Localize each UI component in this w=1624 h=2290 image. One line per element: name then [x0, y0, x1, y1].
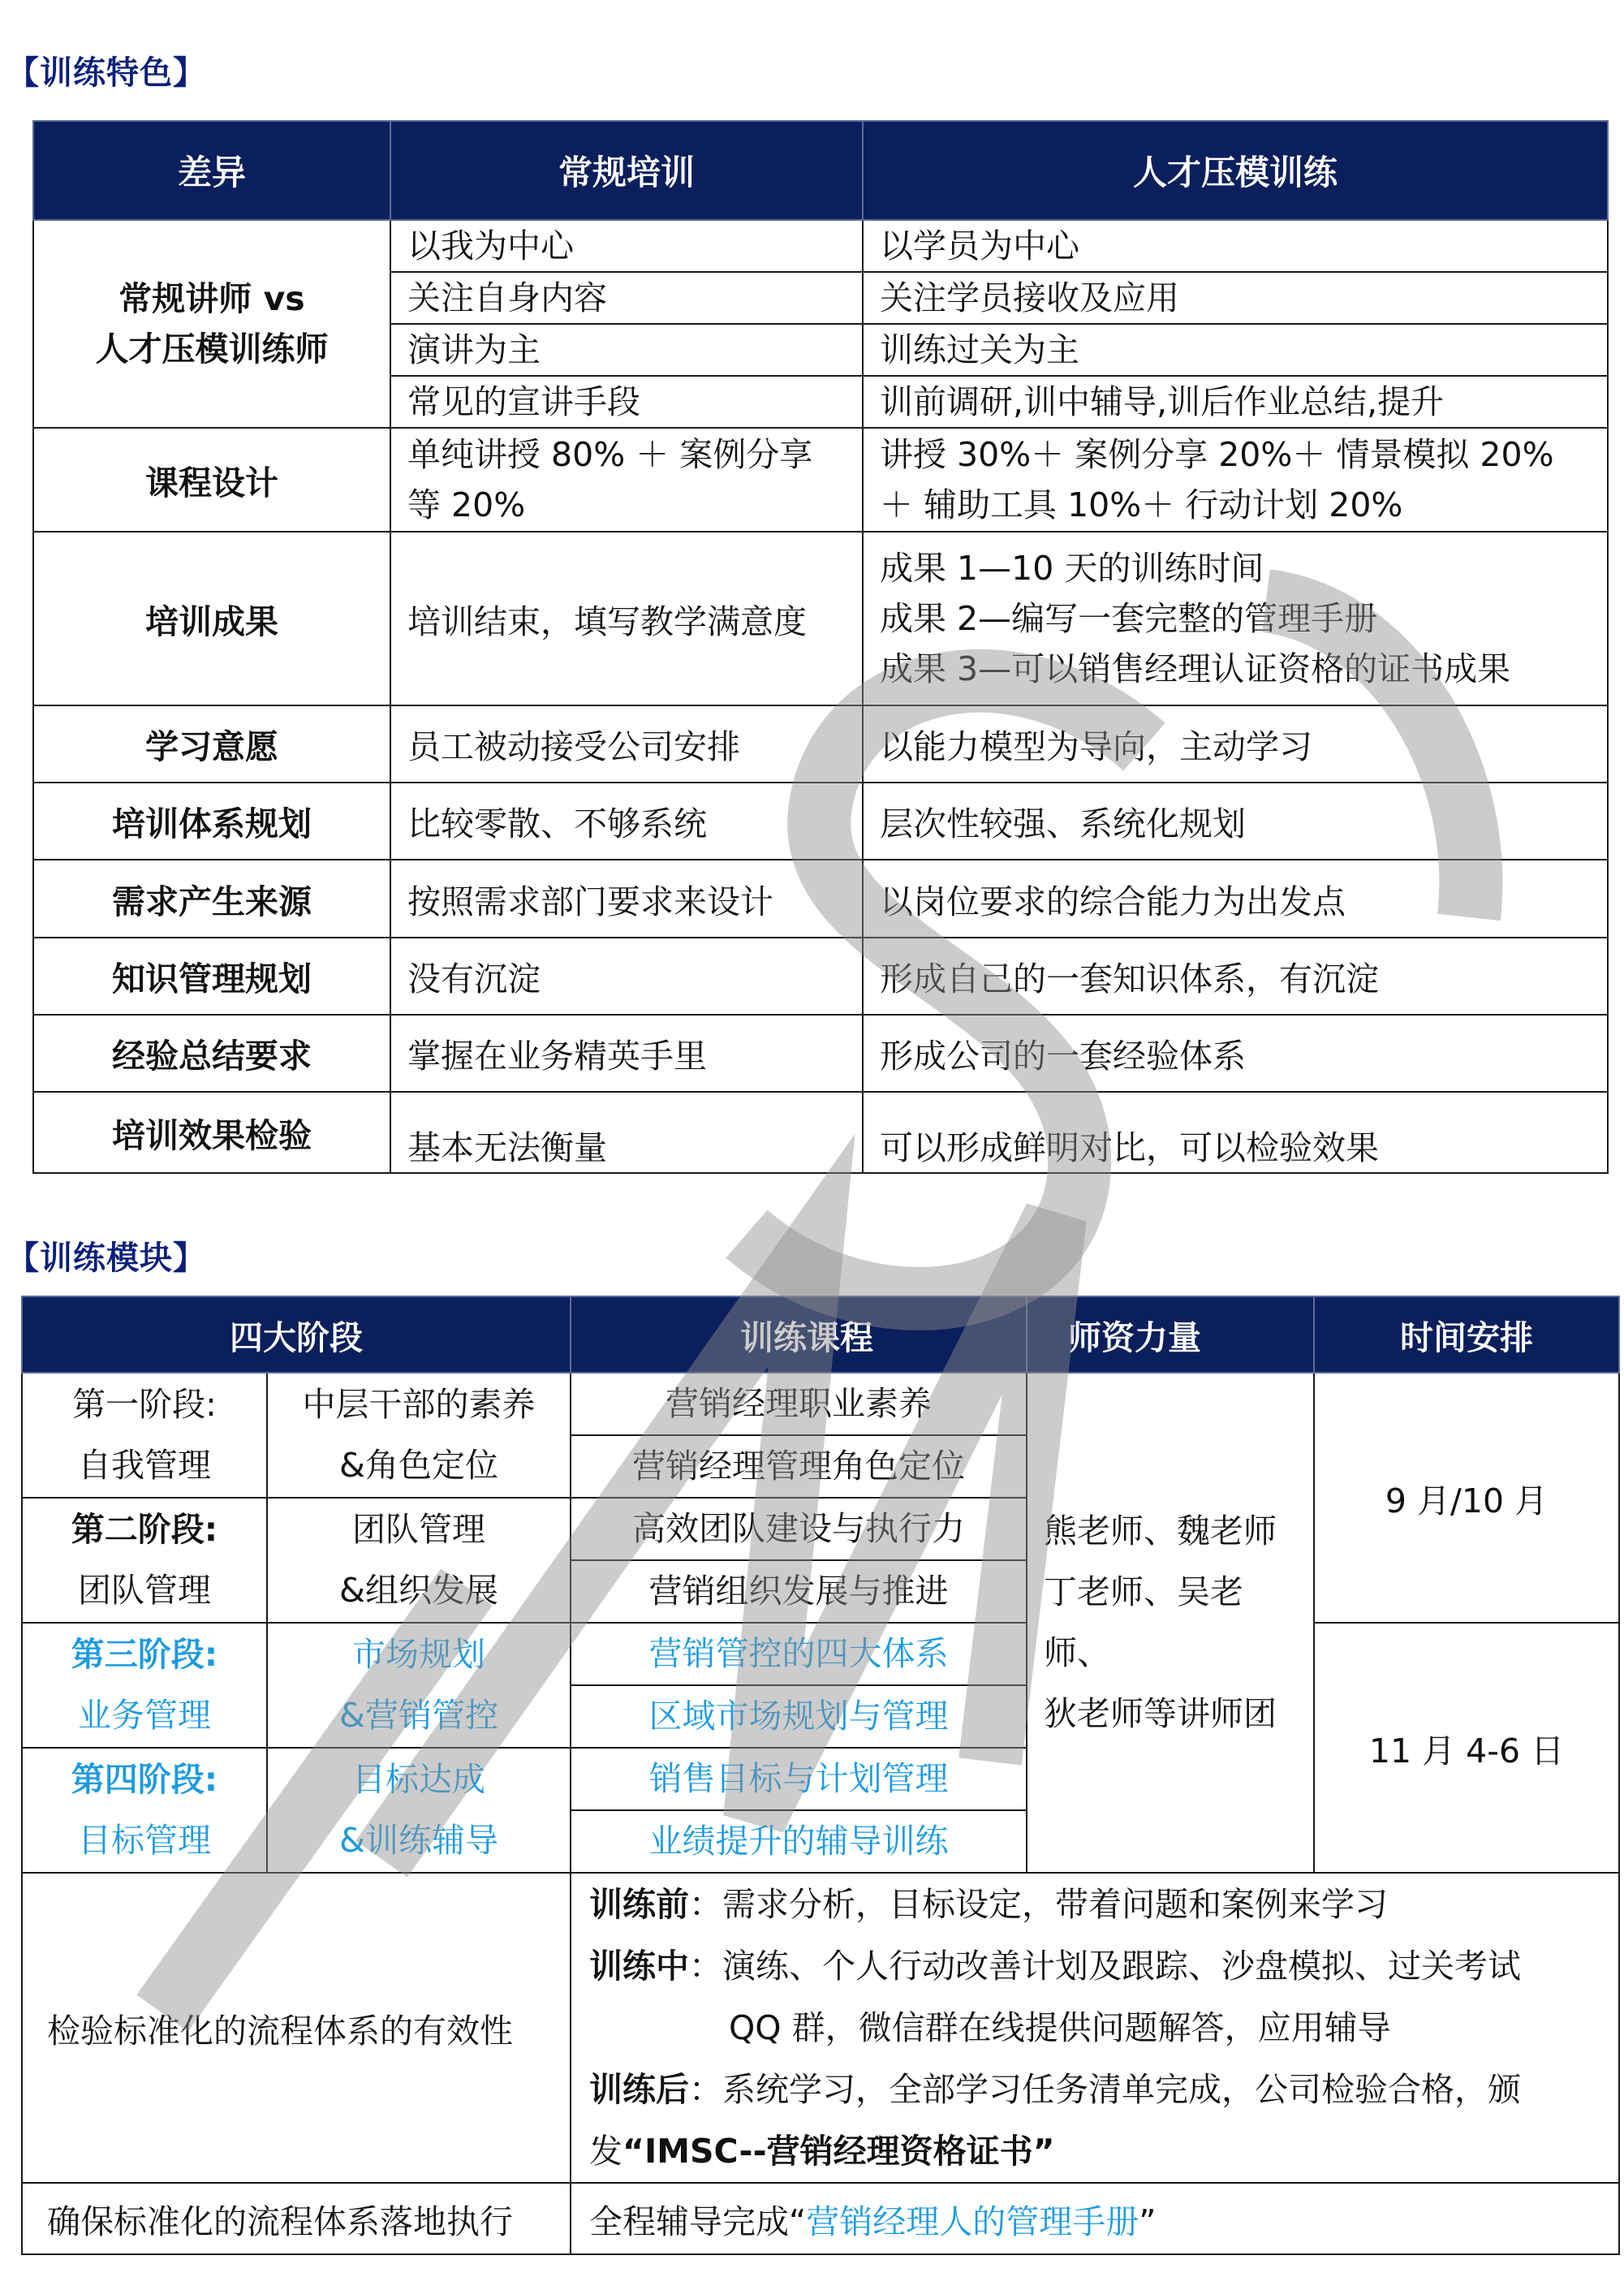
certificate-name: “IMSC--营销经理资格证书”: [622, 2132, 1055, 2171]
course-cell: 区域市场规划与管理: [571, 1685, 1027, 1748]
table-row: [33, 532, 1608, 705]
stage-1-theme: [267, 1373, 571, 1498]
phase-text: QQ 群，微信群在线提供问题解答，应用辅导: [729, 2008, 1391, 2047]
row-label: 经验总结要求: [33, 1015, 390, 1092]
stage-1-name: [22, 1373, 267, 1498]
table-cell: [863, 428, 1608, 532]
course-cell: 营销组织发展与推进: [571, 1560, 1027, 1623]
table-row: [33, 705, 1608, 783]
table-row: [33, 220, 1608, 272]
header-courses: 训练课程: [571, 1296, 1027, 1373]
schedule-cell-1: 9 月/10 月: [1314, 1373, 1619, 1623]
header-difference: 差异: [33, 121, 390, 220]
stage-subtitle: 团队管理: [78, 1571, 211, 1610]
row-label: 知识管理规划: [33, 938, 390, 1015]
features-table: [32, 120, 1609, 1174]
modules-table: [21, 1296, 1620, 2255]
cell-line: 单纯讲授 80% ＋ 案例分享: [407, 435, 813, 474]
phase-label: 训练后: [589, 2070, 689, 2109]
verify-label: 检验标准化的流程体系的有效性: [22, 1873, 571, 2183]
row-label-line1: 常规讲师 vs: [118, 279, 305, 318]
stage-3-theme: [267, 1623, 571, 1748]
table-header-row: [22, 1296, 1619, 1373]
handbook-name: 营销经理人的管理手册: [806, 2202, 1139, 2241]
cell-line: 成果 3—可以销售经理认证资格的证书成果: [880, 649, 1511, 688]
section-title-modules: 【训练模块】: [6, 1240, 206, 1277]
table-cell: 常见的宣讲手段: [390, 376, 863, 428]
phase-text: ：系统学习，全部学习任务清单完成，公司检验合格，颁: [689, 2070, 1521, 2109]
course-cell: 销售目标与计划管理: [571, 1748, 1027, 1810]
table-row: [22, 2183, 1619, 2254]
table-cell: 基本无法衡量: [390, 1092, 863, 1173]
row-label: 培训效果检验: [33, 1092, 390, 1173]
table-cell: 形成自己的一套知识体系，有沉淀: [863, 938, 1608, 1015]
course-cell: 营销管控的四大体系: [571, 1623, 1027, 1685]
row-label: 学习意愿: [33, 705, 390, 783]
row-label-course-design: 课程设计: [33, 428, 390, 532]
stage-2-theme: [267, 1498, 571, 1623]
schedule-cell-2: 11 月 4-6 日: [1314, 1623, 1619, 1873]
table-header-row: [33, 121, 1608, 220]
table-row: [22, 1623, 1619, 1685]
table-cell: 关注自身内容: [390, 272, 863, 324]
quote-close: ”: [1139, 2202, 1157, 2241]
cell-line: 成果 1—10 天的训练时间: [880, 549, 1264, 588]
ensure-content: [571, 2183, 1619, 2254]
row-label-results: 培训成果: [33, 532, 390, 705]
teacher-line: 狄老师等讲师团: [1044, 1694, 1277, 1733]
stage-theme-line: 市场规划: [352, 1635, 485, 1674]
section-title-features: 【训练特色】: [6, 54, 206, 92]
stage-4-name: [22, 1748, 267, 1873]
teacher-line: 熊老师、魏老师: [1044, 1512, 1277, 1550]
table-cell: 培训结束，填写教学满意度: [390, 532, 863, 705]
table-cell: 可以形成鲜明对比，可以检验效果: [863, 1092, 1608, 1173]
stage-theme-line: 团队管理: [352, 1510, 485, 1549]
stage-theme-line: &训练辅导: [339, 1821, 498, 1860]
header-talent-training: 人才压模训练: [863, 121, 1608, 220]
stage-theme-line: &营销管控: [339, 1696, 498, 1735]
stage-subtitle: 自我管理: [78, 1446, 211, 1485]
cell-line: 成果 2—编写一套完整的管理手册: [880, 599, 1378, 638]
ensure-text: 全程辅导完成: [589, 2202, 789, 2241]
table-cell: 演讲为主: [390, 324, 863, 376]
header-schedule: 时间安排: [1314, 1296, 1619, 1373]
table-row: [22, 1873, 1619, 2183]
stage-4-theme: [267, 1748, 571, 1873]
table-cell: [390, 428, 863, 532]
table-row: [33, 1092, 1608, 1173]
table-row: [33, 860, 1608, 938]
cell-line: 等 20%: [407, 485, 526, 524]
course-cell: 营销经理职业素养: [571, 1373, 1027, 1435]
stage-label: 第二阶段:: [71, 1510, 218, 1549]
phase-text: ：演练、个人行动改善计划及跟踪、沙盘模拟、过关考试: [689, 1947, 1521, 1986]
stage-label: 第三阶段:: [71, 1635, 218, 1674]
table-cell: 以能力模型为导向，主动学习: [863, 705, 1608, 783]
row-label: 培训体系规划: [33, 783, 390, 860]
table-cell: 训练过关为主: [863, 324, 1608, 376]
header-four-stages: 四大阶段: [22, 1296, 571, 1373]
table-cell: 以学员为中心: [863, 220, 1608, 272]
stage-label: 第一阶段:: [72, 1385, 217, 1424]
header-teachers: [1027, 1296, 1314, 1373]
table-row: [33, 783, 1608, 860]
header-teachers-label: 师资力量: [1068, 1318, 1201, 1357]
stage-subtitle: 业务管理: [78, 1696, 211, 1735]
stage-3-name: [22, 1623, 267, 1748]
table-cell: 员工被动接受公司安排: [390, 705, 863, 783]
stage-theme-line: 目标达成: [352, 1760, 485, 1799]
row-label: 需求产生来源: [33, 860, 390, 938]
phase-text: 发: [589, 2132, 622, 2171]
stage-label: 第四阶段:: [71, 1760, 218, 1799]
table-row: [22, 1373, 1619, 1435]
header-regular-training: 常规培训: [390, 121, 863, 220]
stage-subtitle: 目标管理: [78, 1821, 211, 1860]
verify-content: [571, 1873, 1619, 2183]
table-row: [33, 938, 1608, 1015]
table-cell: 以岗位要求的综合能力为出发点: [863, 860, 1608, 938]
teachers-cell: [1027, 1373, 1314, 1873]
table-cell: [863, 532, 1608, 705]
stage-theme-line: &角色定位: [339, 1446, 498, 1485]
quote-open: “: [789, 2202, 807, 2241]
table-cell: 训前调研,训中辅导,训后作业总结,提升: [863, 376, 1608, 428]
table-row: [33, 1015, 1608, 1092]
stage-theme-line: 中层干部的素养: [302, 1385, 536, 1424]
cell-line: ＋ 辅助工具 10%＋ 行动计划 20%: [880, 485, 1403, 524]
phase-text: ：需求分析，目标设定，带着问题和案例来学习: [689, 1885, 1388, 1924]
table-cell: 比较零散、不够系统: [390, 783, 863, 860]
table-cell: 掌握在业务精英手里: [390, 1015, 863, 1092]
stage-2-name: [22, 1498, 267, 1623]
phase-label: 训练前: [589, 1885, 689, 1924]
teacher-line: 丁老师、吴老师、: [1044, 1572, 1243, 1672]
table-row: [33, 428, 1608, 532]
course-cell: 营销经理管理角色定位: [571, 1435, 1027, 1498]
table-cell: 以我为中心: [390, 220, 863, 272]
row-label-line2: 人才压模训练师: [95, 330, 329, 369]
table-cell: 关注学员接收及应用: [863, 272, 1608, 324]
table-cell: 形成公司的一套经验体系: [863, 1015, 1608, 1092]
row-label-lecturer: [33, 220, 390, 428]
stage-theme-line: &组织发展: [339, 1571, 498, 1610]
table-cell: 层次性较强、系统化规划: [863, 783, 1608, 860]
table-cell: 没有沉淀: [390, 938, 863, 1015]
course-cell: 高效团队建设与执行力: [571, 1498, 1027, 1560]
phase-label: 训练中: [589, 1947, 689, 1986]
ensure-label: 确保标准化的流程体系落地执行: [22, 2183, 571, 2254]
cell-line: 讲授 30%＋ 案例分享 20%＋ 情景模拟 20%: [880, 435, 1554, 474]
table-cell: 按照需求部门要求来设计: [390, 860, 863, 938]
course-cell: 业绩提升的辅导训练: [571, 1810, 1027, 1873]
